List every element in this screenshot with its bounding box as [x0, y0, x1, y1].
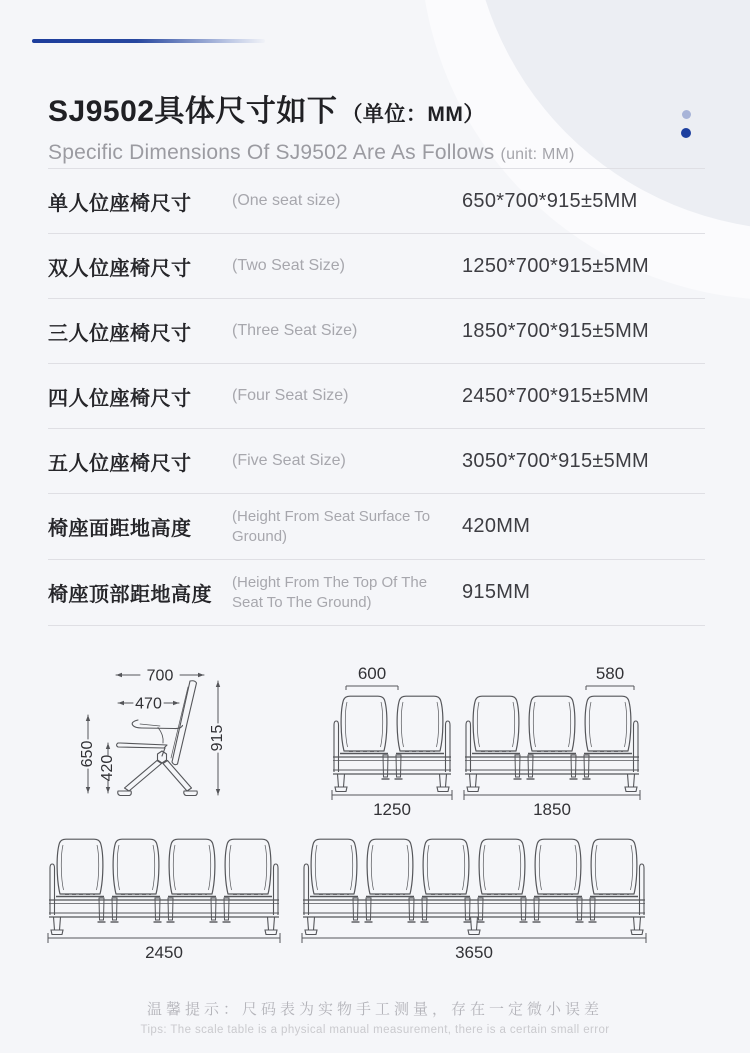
- row-label-cn: 椅座面距地高度: [48, 518, 192, 540]
- bench-diagram-4-seat: [46, 802, 282, 978]
- row-label-en: (Height From Seat Surface To Ground): [232, 508, 431, 545]
- footer-tips: [0, 998, 750, 1036]
- row-label-en: (Three Seat Size): [232, 321, 358, 339]
- table-row: [48, 169, 705, 234]
- table-row: [48, 494, 705, 560]
- row-label-en: (Five Seat Size): [232, 451, 346, 469]
- bench-total-width-label: 1850: [533, 800, 571, 819]
- row-label-en: (Four Seat Size): [232, 386, 349, 404]
- dim-650-label: 650: [79, 740, 97, 768]
- header: [48, 86, 690, 165]
- row-label-cn: 五人位座椅尺寸: [48, 452, 192, 475]
- row-label-en: (Height From The Top Of The Seat To The Ground): [232, 574, 428, 611]
- bench-total-width-label: 1250: [373, 800, 411, 819]
- bench-diagram-6-seat: [300, 802, 648, 978]
- page-title-unit: （单位：MM）: [341, 103, 485, 126]
- side-view-chair-diagram: [72, 665, 234, 805]
- row-label-cn: 双人位座椅尺寸: [48, 257, 192, 280]
- bench-seat-width-label: 600: [357, 664, 387, 683]
- row-value: 1850*700*915±5MM: [462, 319, 650, 342]
- page-subtitle: [48, 141, 690, 165]
- tip-text-en: Tips: The scale table is a physical manual measurement, there is a certain small error: [140, 1024, 610, 1036]
- page-subtitle-unit: (unit: MM): [500, 146, 575, 163]
- bench-total-width-label: 3650: [455, 943, 493, 962]
- accent-bar: [32, 39, 265, 43]
- row-value: 915MM: [462, 581, 531, 603]
- dim-700-label: 700: [146, 667, 174, 685]
- row-label-cn: 单人位座椅尺寸: [48, 192, 192, 215]
- table-row: [48, 299, 705, 364]
- dim-915-label: 915: [209, 724, 227, 752]
- row-label-en: (Two Seat Size): [232, 256, 345, 274]
- page-title: [48, 86, 690, 130]
- spec-table: [48, 168, 705, 626]
- dim-470-label: 470: [135, 695, 162, 713]
- row-label-cn: 四人位座椅尺寸: [48, 387, 192, 410]
- table-row: [48, 560, 705, 626]
- row-label-cn: 三人位座椅尺寸: [48, 322, 192, 345]
- row-label-cn: 椅座顶部距地高度: [48, 584, 212, 606]
- table-row: [48, 234, 705, 299]
- row-label-en: (One seat size): [232, 191, 341, 209]
- bench-seat-width-label: 580: [595, 664, 625, 683]
- row-value: 1250*700*915±5MM: [462, 254, 650, 277]
- row-value: 2450*700*915±5MM: [462, 384, 650, 407]
- table-row: [48, 429, 705, 494]
- tip-text-cn: 温馨提示：尺码表为实物手工测量，存在一定微小误差: [146, 1001, 603, 1018]
- dim-420-label: 420: [99, 754, 117, 782]
- page-subtitle-en: Specific Dimensions Of SJ9502 Are As Follows: [48, 141, 495, 164]
- row-value: 650*700*915±5MM: [462, 189, 638, 212]
- bench-total-width-label: 2450: [145, 943, 183, 962]
- page-title-cn: SJ9502具体尺寸如下: [48, 95, 338, 128]
- row-value: 3050*700*915±5MM: [462, 449, 650, 472]
- row-value: 420MM: [462, 515, 531, 537]
- table-row: [48, 364, 705, 429]
